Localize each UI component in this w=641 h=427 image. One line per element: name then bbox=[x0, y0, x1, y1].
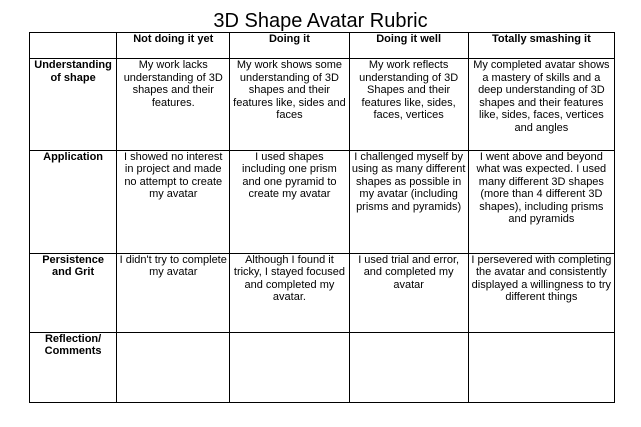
rubric-cell: I went above and beyond what was expected. I used many different 3D shapes (more than 4 different 3D shapes), including prisms and pyramids bbox=[468, 150, 614, 253]
rubric-cell: I used shapes including one prism and one pyramid to create my avatar bbox=[230, 150, 349, 253]
criterion-understanding-of-shape: Understanding of shape bbox=[30, 59, 117, 150]
rubric-cell: I challenged myself by using as many different shapes as possible in my avatar (including prisms and pyramids) bbox=[349, 150, 468, 253]
comment-cell bbox=[117, 332, 230, 402]
rubric-cell: I showed no interest in project and made no attempt to create my avatar bbox=[117, 150, 230, 253]
table-row-understanding-of-shape bbox=[30, 59, 615, 150]
level-header-doing-it: Doing it bbox=[230, 33, 349, 59]
corner-cell bbox=[30, 33, 117, 59]
criterion-application: Application bbox=[30, 150, 117, 253]
rubric-cell: My work shows some understanding of 3D shapes and their features like, sides and faces bbox=[230, 59, 349, 150]
criterion-persistence-and-grit: Persistence and Grit bbox=[30, 253, 117, 332]
rubric-cell: I used trial and error, and completed my avatar bbox=[349, 253, 468, 332]
rubric-cell: Although I found it tricky, I stayed focused and completed my avatar. bbox=[230, 253, 349, 332]
comment-cell bbox=[230, 332, 349, 402]
level-header-not-doing-it-yet: Not doing it yet bbox=[117, 33, 230, 59]
rubric-cell: My work reflects understanding of 3D Shapes and their features like, sides, faces, vertices bbox=[349, 59, 468, 150]
criterion-reflection-comments: Reflection/ Comments bbox=[30, 332, 117, 402]
table-row-reflection-comments bbox=[30, 332, 615, 402]
level-header-doing-it-well: Doing it well bbox=[349, 33, 468, 59]
page-title: 3D Shape Avatar Rubric bbox=[213, 10, 428, 32]
table-row-persistence-and-grit bbox=[30, 253, 615, 332]
rubric-cell: My completed avatar shows a mastery of skills and a deep understanding of 3D shapes and their features like, sides, faces, vertices and angles bbox=[468, 59, 614, 150]
table-row-application bbox=[30, 150, 615, 253]
rubric-table bbox=[29, 32, 615, 403]
rubric-cell: I persevered with completing the avatar and consistently displayed a willingness to try different things bbox=[468, 253, 614, 332]
comment-cell bbox=[468, 332, 614, 402]
comment-cell bbox=[349, 332, 468, 402]
rubric-cell: My work lacks understanding of 3D shapes and their features. bbox=[117, 59, 230, 150]
level-header-totally-smashing-it: Totally smashing it bbox=[468, 33, 614, 59]
rubric-cell: I didn't try to complete my avatar bbox=[117, 253, 230, 332]
table-header-row bbox=[30, 33, 615, 59]
